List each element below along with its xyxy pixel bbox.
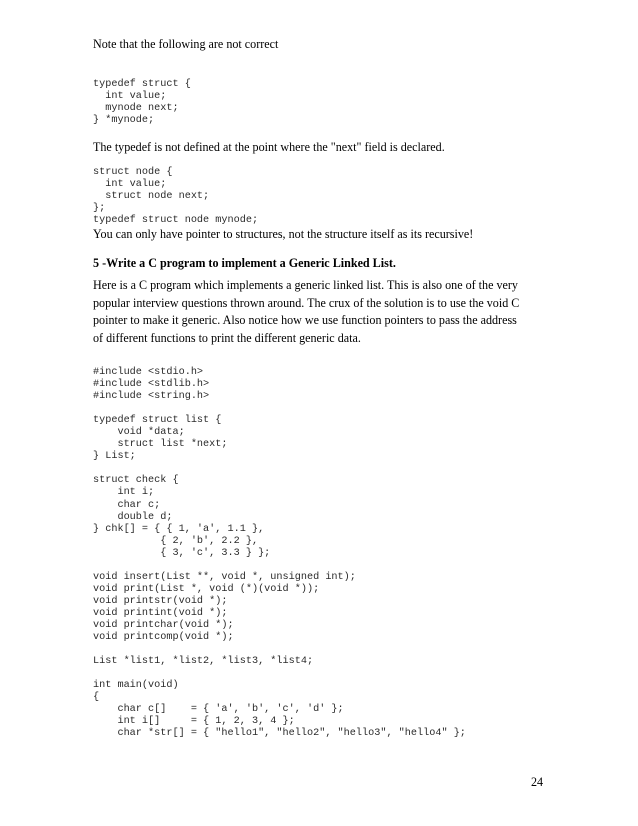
paragraph-line: of different functions to print the different generic data. <box>93 330 361 345</box>
code-line: void printstr(void *); <box>93 595 228 607</box>
code-line: typedef struct { <box>93 79 191 90</box>
code-line: } List; <box>93 451 136 463</box>
code-line: typedef struct list { <box>93 415 222 427</box>
code-line: #include <stdio.h> <box>93 367 204 378</box>
code-line: char c; <box>93 499 161 511</box>
explanation-typedef: The typedef is not defined at the point where the "next" field is declared. <box>93 140 445 154</box>
explanation-recursive: You can only have pointer to structures, not the structure itself as its recursive! <box>93 227 474 241</box>
paragraph-line: pointer to make it generic. Also notice how we use function pointers to pass the address <box>93 313 517 327</box>
code-line: }; <box>93 203 106 215</box>
code-block-incorrect-typedef <box>93 79 191 127</box>
code-line: void printint(void *); <box>93 607 228 619</box>
code-line: void insert(List **, void *, unsigned int); <box>93 571 356 583</box>
code-line: void print(List *, void (*)(void *)); <box>93 583 320 595</box>
code-line <box>93 560 466 572</box>
code-line: } chk[] = { { 1, 'a', 1.1 }, <box>93 523 265 535</box>
code-line: char *str[] = { "hello1", "hello2", "hello3", "hello4" }; <box>93 728 466 740</box>
code-line <box>93 463 466 475</box>
paragraph-line: Here is a C program which implements a generic linked list. This is also one of the very <box>93 278 518 292</box>
code-line: void printcomp(void *); <box>93 632 234 644</box>
code-line: } *mynode; <box>93 115 155 127</box>
code-line: struct check { <box>93 475 179 487</box>
code-line: void printchar(void *); <box>93 619 234 631</box>
code-line: int i; <box>93 487 155 499</box>
code-block-incorrect-struct <box>93 167 258 227</box>
code-line: #include <stdlib.h> <box>93 379 210 391</box>
code-line: char c[] = { 'a', 'b', 'c', 'd' }; <box>93 704 344 716</box>
code-line <box>93 644 466 656</box>
code-line: struct node { <box>93 167 173 178</box>
code-line: int main(void) <box>93 680 179 692</box>
code-line: mynode next; <box>93 103 179 115</box>
code-line: typedef struct node mynode; <box>93 215 259 227</box>
code-block-generic-linked-list <box>93 367 466 740</box>
page-number: 24 <box>531 775 544 789</box>
code-line: int value; <box>93 179 167 191</box>
paragraph-line: popular interview questions thrown around. The crux of the solution is to use the void C <box>93 295 520 310</box>
code-line: int i[] = { 1, 2, 3, 4 }; <box>93 716 295 728</box>
code-line: { 2, 'b', 2.2 }, <box>93 535 259 547</box>
code-line <box>93 668 466 680</box>
intro-note: Note that the following are not correct <box>93 37 279 51</box>
code-line: #include <string.h> <box>93 391 210 403</box>
code-line: int value; <box>93 91 167 103</box>
code-line <box>93 403 466 415</box>
code-line: List *list1, *list2, *list3, *list4; <box>93 656 314 668</box>
section-heading: 5 -Write a C program to implement a Generic Linked List. <box>93 256 396 270</box>
code-line: void *data; <box>93 427 185 439</box>
description-paragraph <box>93 277 543 347</box>
code-line: { <box>93 692 100 704</box>
code-line: struct node next; <box>93 191 210 203</box>
code-line: double d; <box>93 511 173 523</box>
code-line: struct list *next; <box>93 439 228 451</box>
code-line: { 3, 'c', 3.3 } }; <box>93 547 271 559</box>
